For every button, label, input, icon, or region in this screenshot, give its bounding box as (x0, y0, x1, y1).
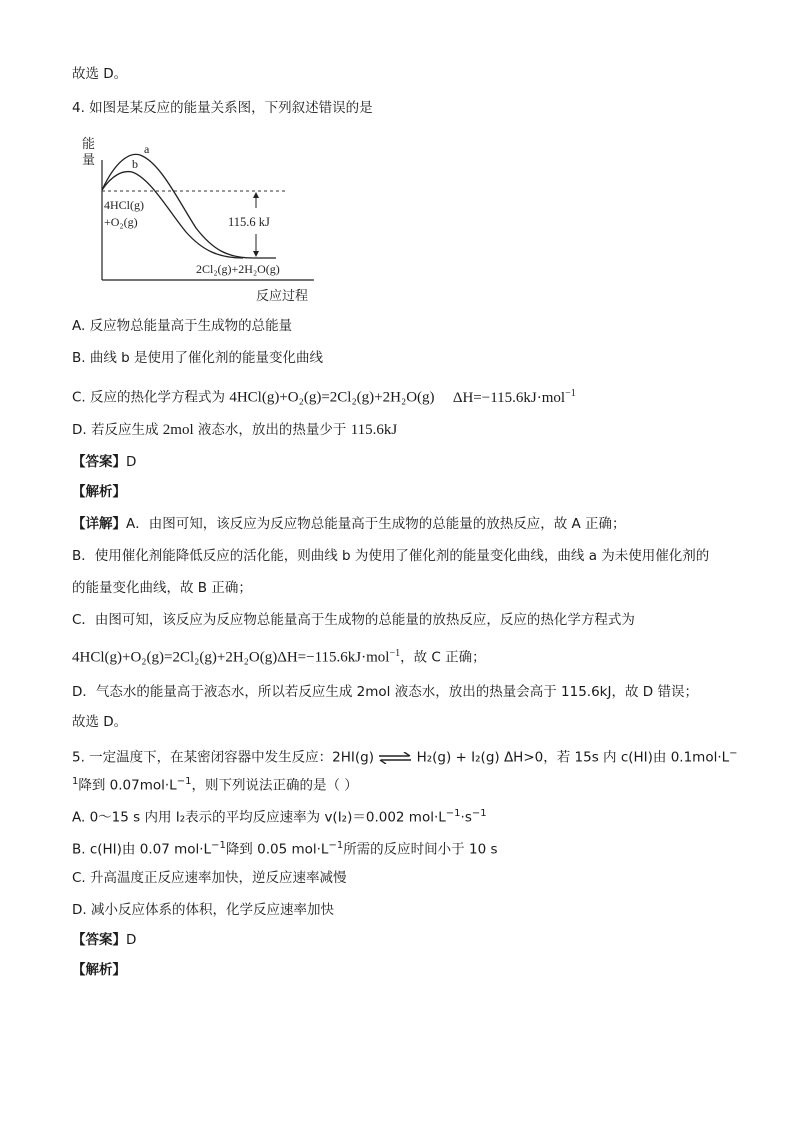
question-4-stem: 4. 如图是某反应的能量关系图，下列叙述错误的是 (72, 100, 373, 116)
reactant-label-2: +O₂(g) (104, 215, 138, 229)
detail-tag: 【详解】 (72, 516, 126, 532)
option-5a-text-2: ·s (460, 809, 472, 826)
detail-d: D．气态水的能量高于液态水，所以若反应生成 2mol 液态水，放出的热量会高于 115.6kJ，故 D 错误； (72, 684, 698, 700)
question-5-line-2 (72, 772, 358, 796)
curve-a-label: a (144, 142, 150, 156)
option-4a: A. 反应物总能量高于生成物的总能量 (72, 318, 293, 334)
option-5b-exp-1: −1 (211, 840, 226, 851)
answer-value: D (126, 454, 137, 470)
option-4c (72, 384, 576, 408)
answer-tag: 【答案】 (72, 932, 126, 948)
option-5b-text-3: 所需的反应时间小于 10 s (343, 841, 498, 858)
question-5-exponent-1: − (729, 748, 738, 759)
question-5-part-1: 5. 一定温度下，在某密闭容器中发生反应：2HI(g) (72, 749, 374, 766)
option-5b-text-1: B. c(HI)由 0.07 mol·L (72, 841, 212, 858)
equilibrium-arrow-icon (378, 752, 412, 764)
option-4d-mol: 2mol (162, 422, 194, 438)
option-5b-exp-2: −1 (328, 840, 344, 851)
question-5-part-4: ，则下列说法正确的是（ ） (191, 777, 358, 794)
y-axis-label-2: 量 (82, 153, 96, 168)
text-line: 故选 D。 (72, 66, 128, 82)
option-4d-value: 115.6kJ (350, 422, 398, 438)
option-5a-exp-2: −1 (471, 808, 487, 819)
option-4b: B. 曲线 b 是使用了催化剂的能量变化曲线 (72, 350, 323, 366)
option-4c-equation: 4HCl(g)+O₂(g)=2Cl₂(g)+2H₂O(g) (229, 389, 435, 406)
option-5d: D. 减小反应体系的体积，化学反应速率加快 (72, 902, 334, 918)
delta-h-label: 115.6 kJ (228, 215, 270, 229)
option-5a-exp-1: −1 (445, 808, 461, 819)
detail-a (72, 514, 626, 534)
question-5-exponent-2: 1 (72, 776, 79, 787)
detail-b-line-1: B．使用催化剂能降低反应的活化能，则曲线 b 为使用了催化剂的能量变化曲线，曲线 a 为未使用催化剂的 (72, 548, 710, 564)
option-5b (72, 836, 497, 860)
option-4d (72, 420, 397, 440)
option-5a (72, 804, 487, 828)
detail-c-line-1: C．由图可知，该反应为反应物总能量高于生成物的总能量的放热反应，反应的热化学方程式为 (72, 612, 635, 628)
analysis-tag-5: 【解析】 (72, 962, 126, 978)
option-5c: C. 升高温度正反应速率加快，逆反应速率减慢 (72, 870, 347, 886)
detail-c-equation: 4HCl(g)+O₂(g)=2Cl₂(g)+2H₂O(g)ΔH=−115.6kJ·mol (72, 649, 390, 666)
option-4d-mid: 液态水，放出的热量少于 (197, 422, 347, 438)
question-5-part-2: H₂(g) + I₂(g) ΔH>0，若 15s 内 c(HI)由 0.1mol·L (416, 749, 730, 766)
question-5-part-3: 降到 0.07mol·L (78, 777, 177, 794)
x-axis-label: 反应过程 (256, 289, 309, 304)
detail-b-line-2: 的能量变化曲线，故 B 正确； (72, 580, 252, 596)
delta-arrow-up-head (253, 192, 259, 198)
option-4c-exponent: −1 (565, 388, 576, 399)
delta-arrow-down-head (253, 251, 259, 257)
answer-value: D (126, 932, 137, 948)
detail-a-text: A．由图可知，该反应为反应物总能量高于生成物的总能量的放热反应，故 A 正确； (126, 516, 626, 532)
product-label: 2Cl₂(g)+2H₂O(g) (196, 262, 280, 276)
question-5-line-1 (72, 744, 738, 768)
option-4d-prefix: D. 若反应生成 (72, 422, 159, 438)
y-axis-label-1: 能 (82, 137, 96, 152)
detail-c-line-2 (72, 644, 486, 668)
option-5b-text-2: 降到 0.05 mol·L (225, 841, 329, 858)
answer-4 (72, 452, 136, 472)
detail-c-tail: ，故 C 正确； (400, 649, 486, 666)
reactant-label-1: 4HCl(g) (104, 198, 144, 212)
energy-diagram (78, 130, 328, 310)
answer-5 (72, 930, 136, 950)
option-4c-delta-h: ΔH=−115.6kJ·mol (452, 389, 566, 406)
detail-conclusion: 故选 D。 (72, 714, 128, 730)
analysis-tag-4: 【解析】 (72, 484, 126, 500)
option-5a-text-1: A. 0～15 s 内用 I₂表示的平均反应速率为 v(I₂)＝0.002 mol·L (72, 809, 446, 826)
question-5-exponent-3: −1 (176, 776, 192, 787)
curve-b-label: b (132, 157, 138, 171)
answer-tag: 【答案】 (72, 454, 126, 470)
detail-c-exponent: −1 (389, 648, 401, 659)
option-4c-prefix: C. 反应的热化学方程式为 (72, 389, 226, 406)
